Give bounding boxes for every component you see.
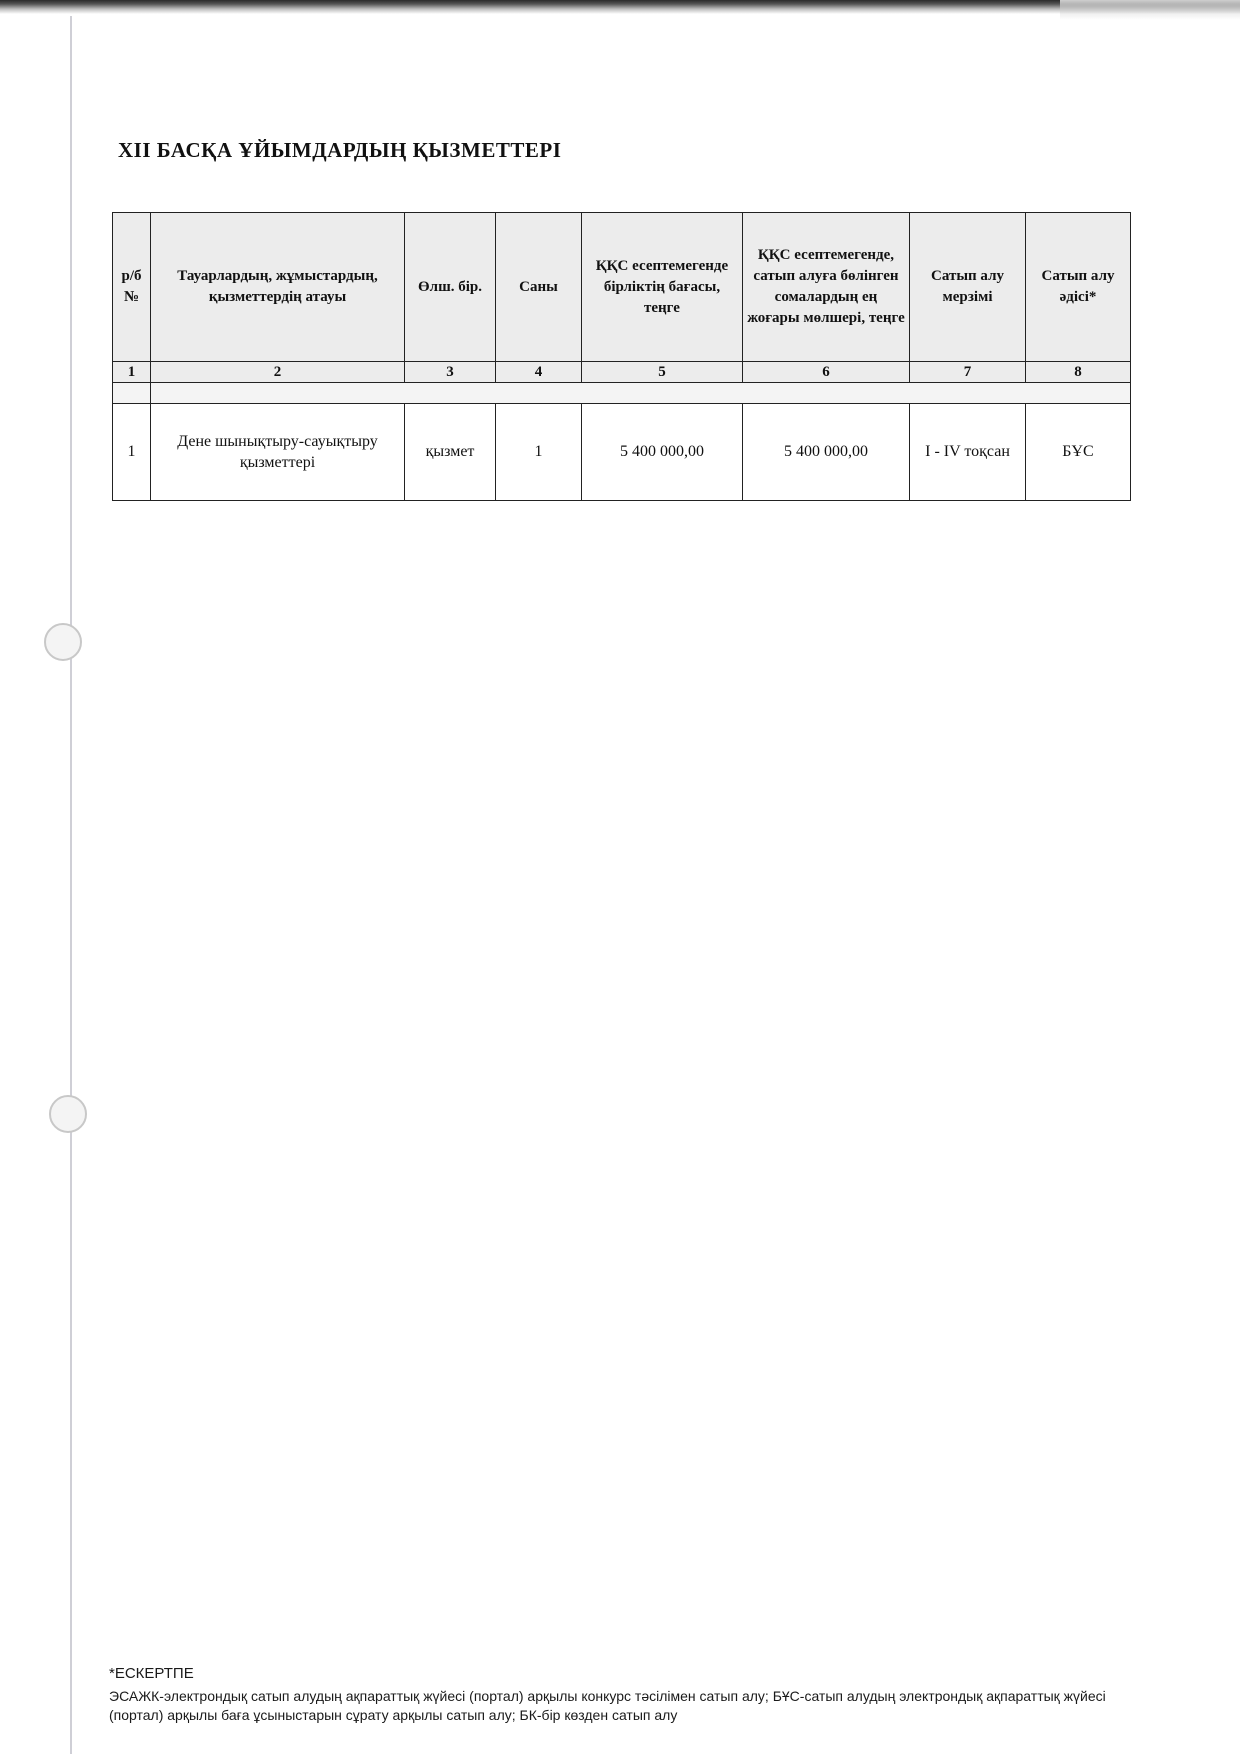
header-row: [113, 213, 1131, 362]
column-number: 2: [151, 362, 405, 383]
column-number: 3: [405, 362, 496, 383]
row-method: БҰС: [1026, 404, 1131, 501]
row-name: Дене шынықтыру-сауықтыру қызметтері: [151, 404, 405, 501]
scan-top-shadow: [1060, 0, 1240, 20]
table-row: [113, 404, 1131, 501]
blank-cell: [113, 383, 151, 404]
punch-hole: [49, 1095, 87, 1133]
header-cell-name: Тауарлардың, жұмыстардың, қызметтердің атауы: [151, 213, 405, 362]
header-cell-no: р/б №: [113, 213, 151, 362]
blank-cell: [151, 383, 1131, 404]
row-unit-price: 5 400 000,00: [582, 404, 743, 501]
footnote: [109, 1664, 1129, 1725]
header-cell-qty: Саны: [496, 213, 582, 362]
footnote-title: *ЕСКЕРТПЕ: [109, 1665, 194, 1682]
row-unit: қызмет: [405, 404, 496, 501]
margin-line: [70, 16, 72, 1754]
column-number: 8: [1026, 362, 1131, 383]
column-number-row: [113, 362, 1131, 383]
column-number: 6: [743, 362, 910, 383]
header-cell-unit: Өлш. бір.: [405, 213, 496, 362]
row-max-amount: 5 400 000,00: [743, 404, 910, 501]
footnote-text: ЭСАЖК-электрондық сатып алудың ақпараттық жүйесі (портал) арқылы конкурс тәсілімен сатып алу; БҰС-сатып алудың электрондық ақпараттық жүйесі (портал) арқылы баға ұсыныстарын сұрату арқылы сатып алу; БК-бір көзден сатып алу: [109, 1688, 1106, 1723]
procurement-table: [112, 212, 1131, 501]
header-cell-unit-price: ҚҚС есептемегенде бірліктің бағасы, теңге: [582, 213, 743, 362]
column-number: 1: [113, 362, 151, 383]
punch-hole: [44, 623, 82, 661]
header-cell-method: Сатып алу әдісі*: [1026, 213, 1131, 362]
column-number: 4: [496, 362, 582, 383]
header-cell-max-amount: ҚҚС есептемегенде, сатып алуға бөлінген сомалардың ең жоғары мөлшері, теңге: [743, 213, 910, 362]
section-title: XII БАСҚА ҰЙЫМДАРДЫҢ ҚЫЗМЕТТЕРІ: [118, 138, 562, 162]
scan-top-edge: [0, 0, 1240, 14]
blank-separator-row: [113, 383, 1131, 404]
header-cell-term: Сатып алу мерзімі: [910, 213, 1026, 362]
column-number: 5: [582, 362, 743, 383]
column-number: 7: [910, 362, 1026, 383]
row-no: 1: [113, 404, 151, 501]
row-qty: 1: [496, 404, 582, 501]
row-term: I - IV тоқсан: [910, 404, 1026, 501]
